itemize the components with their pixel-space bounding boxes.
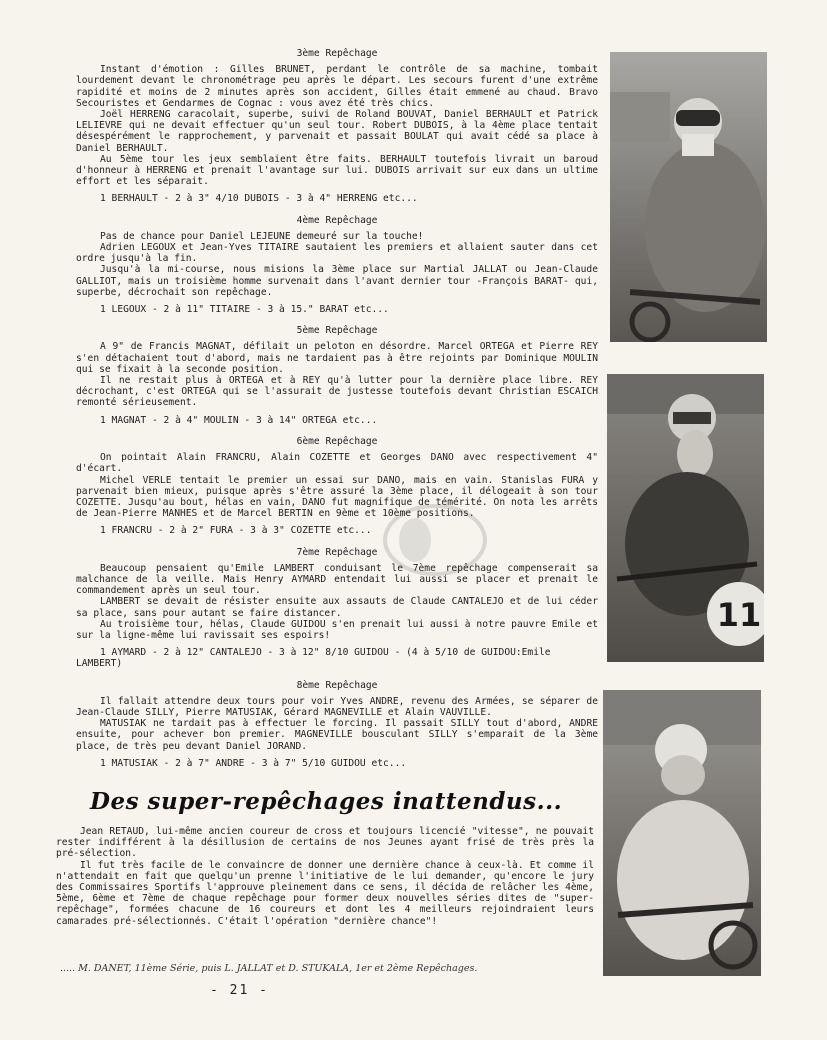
race-number: 11 <box>716 596 762 634</box>
section-4 <box>76 215 598 316</box>
section-3 <box>76 48 598 205</box>
paragraph: Il fallait attendre deux tours pour voir Yves ANDRE, revenu des Armées, se séparer de Jean-Claude SILLY, Pierre MATUSIAK, Gérard MAGNEVILLE et Alain VAUVILLE. <box>76 695 598 718</box>
paragraph: Jusqu'à la mi-course, nous misions la 3ème place sur Martial JALLAT ou Jean-Claude GALLIOT, mais un troisième homme survenait dans l'avant dernier tour -François BARAT- qui, superbe, décrochait son repêchage. <box>76 264 598 298</box>
section-title: 6ème Repêchage <box>296 435 378 447</box>
section-title: 5ème Repêchage <box>296 325 378 337</box>
closing-text <box>56 826 594 927</box>
section-title: 3ème Repêchage <box>296 48 378 59</box>
paragraph: Il fut très facile de le convaincre de donner une dernière chance à ceux-là. Et comme il n'attendait en fait que quelqu'un prenne l'initiative de le lui demander, qu'encore le jury des Commissaires Sportifs l'approuve pleinement dans ce sens, il décida de relâcher les 4ème, 5ème, 6ème et 7ème de chaque repêchage pour former deux nouvelles séries dites de "super-repêchage", formées chacune de 16 coureurs et dont les 4 meilleurs rejoindraient leurs camarades pré-sélectionnés. C'était l'opération "dernière chance"! <box>56 859 594 927</box>
photo-rider-3 <box>603 690 761 976</box>
paragraph: Jean RETAUD, lui-même ancien coureur de cross et toujours licencié "vitesse", ne pouvait rester indifférent à la désillusion de certains de nos Jeunes ayant frisé de très près la pré-sélection. <box>56 826 594 860</box>
headline: Des super-repêchages inattendus... <box>90 788 563 815</box>
watermark-logo <box>380 500 490 580</box>
page-number: - 21 - <box>210 983 269 998</box>
section-title: 4ème Repêchage <box>296 214 378 226</box>
section-result: 1 BERHAULT - 2 à 3" 4/10 DUBOIS - 3 à 4" HERRENG etc... <box>100 193 418 205</box>
section-title: 7ème Repêchage <box>296 546 378 558</box>
photo-rider-2 <box>607 374 764 662</box>
section-6 <box>76 436 598 537</box>
paragraph: On pointait Alain FRANCRU, Alain COZETTE et Georges DANO avec respectivement 4" d'écart. <box>76 452 598 475</box>
section-result: 1 MATUSIAK - 2 à 7" ANDRE - 3 à 7" 5/10 GUIDOU etc... <box>100 757 407 769</box>
section-result: 1 AYMARD - 2 à 12" CANTALEJO - 3 à 12" 8/10 GUIDOU - (4 à 5/10 de GUIDOU:Emile LAMBERT) <box>76 647 551 670</box>
section-result: 1 MAGNAT - 2 à 4" MOULIN - 3 à 14" ORTEGA etc... <box>100 414 378 426</box>
article-body <box>76 44 598 779</box>
section-title: 8ème Repêchage <box>296 679 378 691</box>
section-5 <box>76 325 598 426</box>
paragraph: MATUSIAK ne tardait pas à effectuer le forcing. Il passait SILLY tout d'abord, ANDRE ensuite, pour achever bon premier. MAGNEVILLE bousculant SILLY s'emparait de la 3ème place, de très peu devant Daniel JORAND. <box>76 718 598 752</box>
section-result: 1 LEGOUX - 2 à 11" TITAIRE - 3 à 15." BARAT etc... <box>100 304 389 316</box>
paragraph: Au 5ème tour les jeux semblaient être faits. BERHAULT toutefois livrait un baroud d'honneur à HERRENG et prenait l'avantage sur lui. DUBOIS arrivait sur eux dans un ultime effort et les séparait. <box>76 153 598 188</box>
section-7 <box>76 547 598 670</box>
section-8 <box>76 680 598 769</box>
paragraph: LAMBERT se devait de résister ensuite aux assauts de Claude CANTALEJO et de lui céder sa place, sans pour autant se faire distancer. <box>76 596 598 619</box>
photo-rider-1 <box>610 52 767 342</box>
paragraph: Pas de chance pour Daniel LEJEUNE demeuré sur la touche! <box>100 230 424 242</box>
paragraph: Michel VERLE tentait le premier un essai sur DANO, mais en vain. Stanislas FURA y parvenait bien mieux, puisque après s'être assuré la 3ème place, il délogeait à son tour COZETTE. Jusqu'au bout, hélas en vain, DANO fut magnifique de témérité. On nota les arrêts de Jean-Pierre MANHES et de Marcel BERTIN en 9ème et 10ème positions. <box>76 474 598 520</box>
photo-caption: ..... M. DANET, 11ème Série, puis L. JALLAT et D. STUKALA, 1er et 2ème Repêchages. <box>60 963 478 974</box>
paragraph: A 9" de Francis MAGNAT, défilait un peloton en désordre. Marcel ORTEGA et Pierre REY s'en détachaient tout d'abord, mais ne tardaient pas à être rejoints par Dominique MOULIN qui se fixait à la seconde position. <box>76 341 598 375</box>
section-result: 1 FRANCRU - 2 à 2" FURA - 3 à 3" COZETTE etc... <box>100 525 372 537</box>
paragraph: Beaucoup pensaient qu'Emile LAMBERT conduisant le 7ème repêchage compenserait sa malchance de la veille. Mais Henry AYMARD entendait lui aussi se placer et prenait le commandement après un seul tour. <box>76 562 598 597</box>
paragraph: Joël HERRENG caracolait, superbe, suivi de Roland BOUVAT, Daniel BERHAULT et Patrick LELIEVRE qui ne devait effectuer qu'un seul tour. Robert DUBOIS, à la 4ème place tentait désespérément le rapprochement, y parvenait et passait BOULAT qui avait cédé sa place à Daniel BERHAULT. <box>76 109 598 154</box>
paragraph: Il ne restait plus à ORTEGA et à REY qu'à lutter pour la dernière place libre. REY décrochant, c'est ORTEGA qui se l'assurait de justesse toutefois devant Christian ESCAICH remonté sérieusement. <box>76 375 598 409</box>
paragraph: Adrien LEGOUX et Jean-Yves TITAIRE sautaient les premiers et allaient sauter dans cet ordre jusqu'à la fin. <box>76 242 598 265</box>
paragraph: Instant d'émotion : Gilles BRUNET, perdant le contrôle de sa machine, tombait lourdement devant le chronométrage peu après le départ. Les secours furent d'une extrême rapidité et moins de 2 minutes après son accident, Gilles était emmené au chaud. Bravo Secouristes et Gendarmes de Cognac : vous avez été très chics. <box>76 64 598 109</box>
paragraph: Au troisième tour, hélas, Claude GUIDOU s'en prenait lui aussi à notre pauvre Emile et sur la ligne-même lui ravissait ses espoirs! <box>76 618 598 641</box>
